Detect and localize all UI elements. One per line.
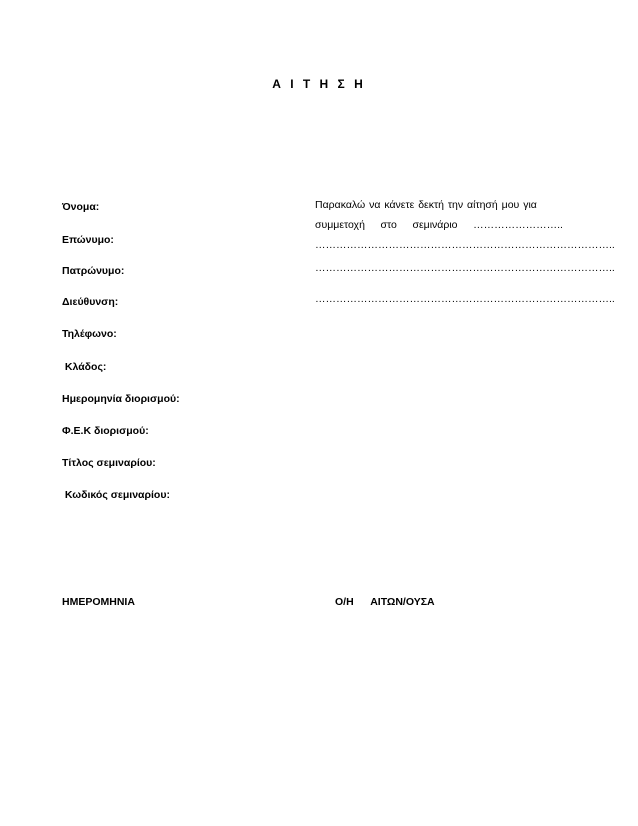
field-seminar-title-label: Τίτλος σεμιναρίου: (62, 457, 156, 469)
request-word-in: στο (380, 219, 397, 231)
field-father-name-label: Πατρώνυμο: (62, 265, 125, 277)
field-phone-label: Τηλέφωνο: (62, 328, 117, 340)
request-dots-line-3: ………………………………………………………………………….. (315, 293, 615, 305)
field-last-name-label: Επώνυμο: (62, 234, 114, 246)
field-first-name-label: Όνομα: (62, 201, 100, 213)
request-dots-line-1: ………………………………………………………………………….. (315, 239, 615, 251)
page-title: Α Ι Τ Η Σ Η (272, 77, 366, 91)
request-dots-line-2: ………………………………………………………………………….. (315, 262, 615, 274)
request-line-2 (315, 219, 563, 231)
request-word-seminar: σεμινάριο (412, 219, 458, 231)
field-branch-label: Κλάδος: (62, 361, 107, 373)
request-word-participation: συμμετοχή (315, 219, 365, 231)
field-address-label: Διεύθυνση: (62, 296, 119, 308)
field-appointment-date-label: Ημερομηνία διορισμού: (62, 393, 180, 405)
date-label: ΗΜΕΡΟΜΗΝΙΑ (62, 596, 135, 608)
request-dots-inline: …………………….. (473, 219, 563, 231)
applicant-signature-label: Ο/Η ΑΙΤΩΝ/ΟΥΣΑ (335, 596, 435, 608)
field-seminar-code-label: Κωδικός σεμιναρίου: (62, 489, 170, 501)
field-appointment-fek-label: Φ.Ε.Κ διορισμού: (62, 425, 149, 437)
request-line-1: Παρακαλώ να κάνετε δεκτή την αίτησή μου για (315, 199, 537, 211)
